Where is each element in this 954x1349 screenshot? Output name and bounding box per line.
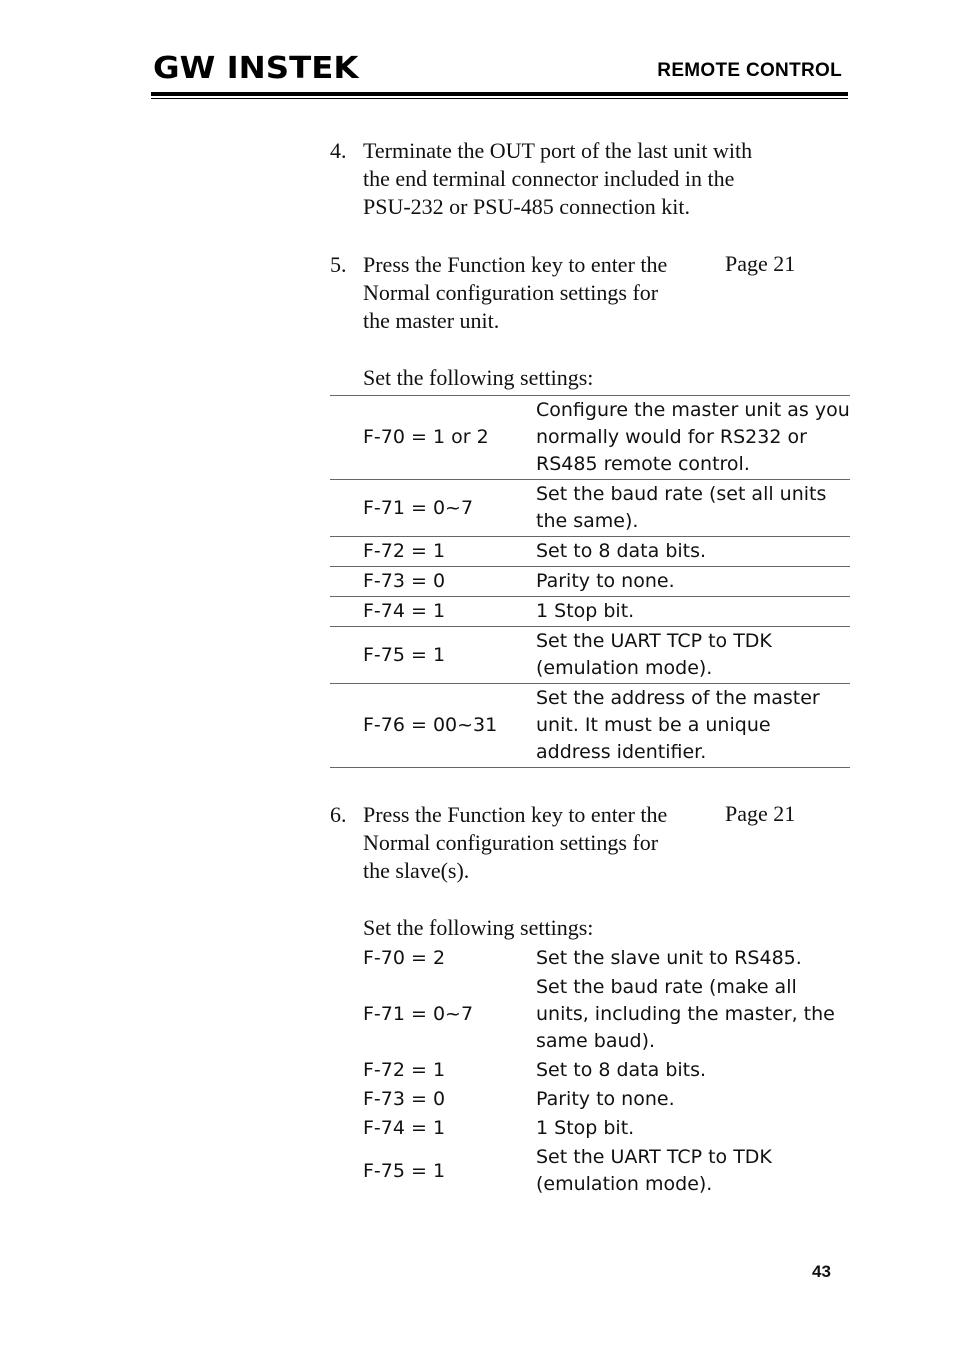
step-text-line: the slave(s). [363,858,470,883]
brand-logo: GW INSTEK [153,51,359,86]
table-row [330,627,850,684]
setting-key: F-72 = 1 [363,540,446,562]
desc-line: Set the UART TCP to TDK [536,1146,772,1168]
page-number: 43 [812,1262,831,1281]
step-number: 5. [330,252,347,277]
desc-line: (emulation mode). [536,657,713,679]
header-rule-thin [151,98,848,99]
setting-desc [536,396,850,480]
setting-desc [536,567,850,597]
setting-key: F-71 = 0~7 [363,1003,474,1025]
setting-desc [536,973,850,1056]
desc-line: RS485 remote control. [536,453,750,475]
setting-key: F-73 = 0 [363,570,446,592]
setting-desc [536,627,850,684]
setting-key: F-73 = 0 [363,1088,446,1110]
desc-line: Parity to none. [536,1088,675,1110]
setting-key: F-74 = 1 [363,1117,446,1139]
settings-label: Set the following settings: [363,915,594,940]
master-settings-table [330,395,850,768]
setting-desc [536,1085,850,1114]
table-row [330,597,850,627]
setting-desc [536,1056,850,1085]
setting-key: F-76 = 00~31 [363,714,498,736]
setting-desc [536,684,850,768]
section-title: REMOTE CONTROL [657,60,842,81]
setting-key: F-75 = 1 [363,1159,446,1182]
desc-line: unit. It must be a unique [536,714,771,736]
slave-settings-table [330,944,850,1199]
table-row [330,1114,850,1143]
desc-line: normally would for RS232 or [536,426,807,448]
setting-desc [536,1114,850,1143]
step-text-line: Normal configuration settings for [363,280,659,305]
step-text-line: PSU-232 or PSU-485 connection kit. [363,194,690,219]
setting-desc [536,944,850,973]
desc-line: Set to 8 data bits. [536,540,707,562]
table-row [330,480,850,537]
setting-key: F-71 = 0~7 [363,496,474,519]
setting-desc [536,597,850,627]
header-rule [151,92,848,96]
step-text-line: the master unit. [363,308,500,333]
desc-line: Set the slave unit to RS485. [536,947,802,969]
table-row [330,1143,850,1199]
page-reference-link[interactable]: Page 21 [725,251,796,276]
step-text-line: Normal configuration settings for [363,830,659,855]
table-row [330,973,850,1056]
desc-line: Configure the master unit as you [536,399,850,421]
setting-desc [536,537,850,567]
desc-line: the same). [536,510,639,532]
desc-line: 1 Stop bit. [536,1117,635,1139]
step-text-line: Press the Function key to enter the [363,802,668,827]
table-row [330,537,850,567]
table-row [330,1056,850,1085]
desc-line: same baud). [536,1030,656,1052]
step-text-line: Press the Function key to enter the [363,252,668,277]
setting-key: F-72 = 1 [363,1059,446,1081]
desc-line: Set the address of the master [536,687,820,709]
step-text-line: the end terminal connector included in the [363,166,735,191]
desc-line: Set the baud rate (make all [536,976,797,998]
step-number: 6. [330,802,347,827]
desc-line: Set to 8 data bits. [536,1059,707,1081]
setting-key: F-74 = 1 [363,600,446,622]
page-reference-link[interactable]: Page 21 [725,801,796,826]
desc-line: Parity to none. [536,570,675,592]
step-number: 4. [330,138,347,163]
table-row [330,684,850,768]
table-row [330,944,850,973]
setting-key: F-70 = 1 or 2 [363,426,489,448]
desc-line: Set the baud rate (set all units [536,483,827,505]
desc-line: 1 Stop bit. [536,600,635,622]
desc-line: Set the UART TCP to TDK [536,630,772,652]
desc-line: (emulation mode). [536,1173,713,1195]
desc-line: address identifier. [536,741,707,763]
setting-desc [536,480,850,537]
setting-key: F-75 = 1 [363,643,446,666]
table-row [330,1085,850,1114]
table-row [330,396,850,480]
step-text-line: Terminate the OUT port of the last unit with [363,138,753,163]
desc-line: units, including the master, the [536,1003,835,1025]
setting-desc [536,1143,850,1199]
settings-label: Set the following settings: [363,365,594,390]
table-row [330,567,850,597]
setting-key: F-70 = 2 [363,947,446,969]
